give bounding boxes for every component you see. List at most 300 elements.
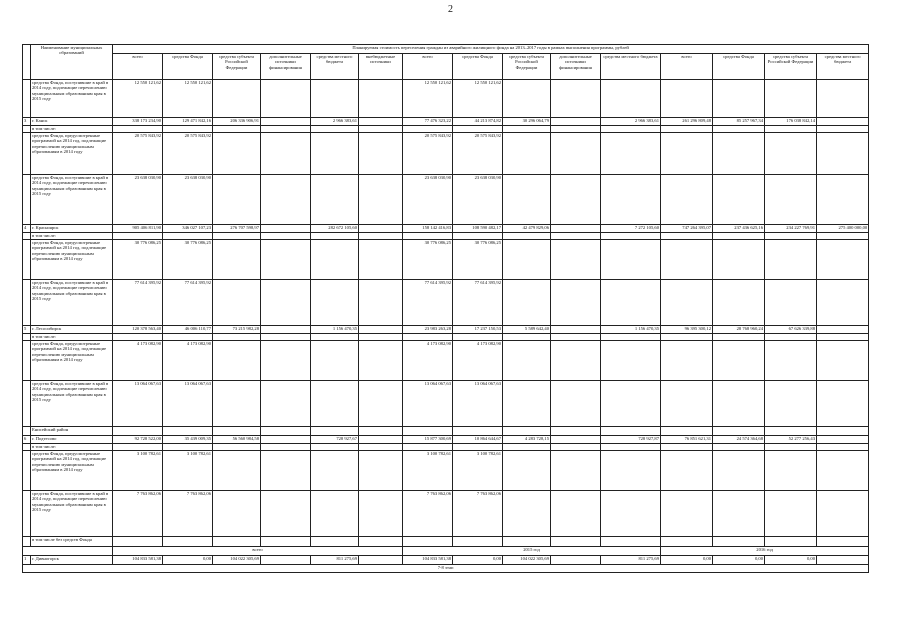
value-cell: 30 776 086,25 xyxy=(453,240,503,280)
value-cell xyxy=(713,233,765,240)
row-label-cell: средства Фонда, поступившие в край в 2014 году, подлежащие перечислению муниципальным образованиям края в 2015 году xyxy=(31,80,113,118)
value-cell xyxy=(503,341,551,381)
row-number-cell xyxy=(23,233,31,240)
value-cell xyxy=(213,381,261,427)
value-cell xyxy=(359,381,403,427)
value-cell xyxy=(113,537,163,547)
value-cell xyxy=(453,444,503,451)
row-label-cell: средства Фонда, предусмотренные программой на 2014 год, подлежащие перечислению муниципальным образованиям в 2014 году xyxy=(31,341,113,381)
value-cell xyxy=(661,133,713,175)
value-cell xyxy=(551,491,601,537)
value-cell xyxy=(765,240,817,280)
row-number-cell: 6 xyxy=(23,436,31,444)
value-cell: 728 927,87 xyxy=(601,436,661,444)
value-cell xyxy=(311,280,359,326)
value-cell: 7 763 862,06 xyxy=(453,491,503,537)
value-cell xyxy=(311,537,359,547)
row-number-cell xyxy=(23,341,31,381)
value-cell xyxy=(551,240,601,280)
value-cell xyxy=(661,451,713,491)
value-cell xyxy=(713,444,765,451)
value-cell xyxy=(817,334,869,341)
row-number-cell xyxy=(23,80,31,118)
value-cell xyxy=(403,537,453,547)
value-cell: 23 638 030,90 xyxy=(453,175,503,225)
value-cell xyxy=(551,80,601,118)
table-row xyxy=(23,126,869,133)
value-cell xyxy=(213,537,261,547)
row-label-cell: средства Фонда, поступившие в край в 2014 году, подлежащие перечислению муниципальным образованиям края в 2015 году xyxy=(31,280,113,326)
value-cell xyxy=(359,436,403,444)
value-cell xyxy=(661,80,713,118)
value-cell xyxy=(713,126,765,133)
value-cell: 46 006 110,77 xyxy=(163,326,213,334)
value-cell xyxy=(765,80,817,118)
table-row xyxy=(23,225,869,233)
row-label-cell: г. Дивногорск xyxy=(31,556,113,565)
value-cell: 23 638 030,90 xyxy=(163,175,213,225)
value-cell xyxy=(661,280,713,326)
value-cell: 20 575 843,92 xyxy=(403,133,453,175)
value-cell: 7 763 862,06 xyxy=(113,491,163,537)
value-cell xyxy=(551,126,601,133)
column-header: средства местного бюджета xyxy=(817,54,869,80)
year-header-row xyxy=(23,547,869,556)
table-row xyxy=(23,118,869,126)
value-cell: 237 436 625,16 xyxy=(713,225,765,233)
page-number: 2 xyxy=(448,4,453,15)
value-cell xyxy=(261,537,311,547)
name-header: Наименование муниципальных образований xyxy=(31,45,113,80)
table-row xyxy=(23,491,869,537)
value-cell xyxy=(765,444,817,451)
value-cell xyxy=(311,175,359,225)
value-cell xyxy=(817,427,869,436)
table-row xyxy=(23,537,869,547)
value-cell xyxy=(503,280,551,326)
value-cell xyxy=(403,334,453,341)
value-cell xyxy=(817,451,869,491)
table-row xyxy=(23,381,869,427)
row-label-cell: в том числе: xyxy=(31,334,113,341)
value-cell: 44 213 874,82 xyxy=(453,118,503,126)
value-cell xyxy=(713,537,765,547)
value-cell: 282 672 105,60 xyxy=(311,225,359,233)
table-row xyxy=(23,280,869,326)
row-label-cell: в том числе без средств Фонда xyxy=(31,537,113,547)
value-cell xyxy=(261,444,311,451)
value-cell xyxy=(601,381,661,427)
row-number-cell: 4 xyxy=(23,225,31,233)
value-cell: 261 296 809,48 xyxy=(661,118,713,126)
value-cell: 20 575 843,92 xyxy=(163,133,213,175)
value-cell xyxy=(765,233,817,240)
value-cell xyxy=(311,341,359,381)
value-cell xyxy=(261,381,311,427)
row-label-cell: г. Канск xyxy=(31,118,113,126)
value-cell: 13 064 067,63 xyxy=(163,381,213,427)
value-cell xyxy=(163,126,213,133)
value-cell xyxy=(359,80,403,118)
value-cell xyxy=(551,444,601,451)
value-cell xyxy=(503,381,551,427)
row-number-cell xyxy=(23,175,31,225)
row-number-cell: 1 xyxy=(23,556,31,565)
value-cell xyxy=(765,334,817,341)
value-cell xyxy=(503,240,551,280)
value-cell xyxy=(261,175,311,225)
column-header: средства субъекта Российской Федерации xyxy=(503,54,551,80)
value-cell xyxy=(817,80,869,118)
value-cell xyxy=(213,280,261,326)
value-cell xyxy=(601,175,661,225)
column-header: средства субъекта Российской Федерации xyxy=(213,54,261,80)
value-cell xyxy=(551,436,601,444)
value-cell xyxy=(359,334,403,341)
value-cell: 747 264 395,07 xyxy=(661,225,713,233)
value-cell xyxy=(661,341,713,381)
value-cell xyxy=(213,334,261,341)
value-cell xyxy=(213,491,261,537)
value-cell xyxy=(661,491,713,537)
value-cell xyxy=(311,381,359,427)
value-cell: 728 927,67 xyxy=(311,436,359,444)
value-cell xyxy=(311,451,359,491)
value-cell xyxy=(261,225,311,233)
table-row xyxy=(23,80,869,118)
value-cell: 811 275,69 xyxy=(311,556,359,565)
value-cell xyxy=(713,491,765,537)
value-cell xyxy=(503,537,551,547)
table-row xyxy=(23,341,869,381)
value-cell xyxy=(503,451,551,491)
row-label-cell: г. Подтесово xyxy=(31,436,113,444)
value-cell: 158 142 416,83 xyxy=(403,225,453,233)
value-cell: 52 277 256,43 xyxy=(765,436,817,444)
table-row xyxy=(23,240,869,280)
value-cell xyxy=(359,233,403,240)
value-cell xyxy=(551,537,601,547)
value-cell: 2 966 383,61 xyxy=(311,118,359,126)
value-cell: 76 851 621,31 xyxy=(661,436,713,444)
value-cell xyxy=(261,491,311,537)
value-cell xyxy=(113,126,163,133)
value-cell xyxy=(213,133,261,175)
column-header: всего xyxy=(661,54,713,80)
value-cell xyxy=(817,233,869,240)
value-cell: 4 173 082,90 xyxy=(163,341,213,381)
value-cell: 104 022 305,69 xyxy=(213,556,261,565)
value-cell: 1 156 470,35 xyxy=(311,326,359,334)
value-cell xyxy=(359,444,403,451)
value-cell: 4 173 082,90 xyxy=(403,341,453,381)
row-label-cell: средства Фонда, предусмотренные программой на 2014 год, подлежащие перечислению муниципальным образованиям в 2014 году xyxy=(31,240,113,280)
value-cell: 56 560 984,58 xyxy=(213,436,261,444)
table-row xyxy=(23,233,869,240)
row-label-cell: средства Фонда, предусмотренные программой на 2014 год, подлежащие перечислению муниципальным образованиям в 2014 году xyxy=(31,133,113,175)
value-cell xyxy=(261,233,311,240)
value-cell xyxy=(765,491,817,537)
value-cell xyxy=(453,537,503,547)
value-cell xyxy=(601,133,661,175)
value-cell: 811 275,69 xyxy=(601,556,661,565)
value-cell xyxy=(661,233,713,240)
value-cell xyxy=(551,233,601,240)
column-header: средства Фонда xyxy=(713,54,765,80)
value-cell: 24 574 364,68 xyxy=(713,436,765,444)
value-cell xyxy=(661,126,713,133)
value-cell xyxy=(503,491,551,537)
value-cell xyxy=(213,444,261,451)
value-cell: 2 966 383,61 xyxy=(601,118,661,126)
value-cell xyxy=(601,444,661,451)
year-label-cell: всего xyxy=(113,547,403,556)
value-cell xyxy=(601,233,661,240)
value-cell xyxy=(503,80,551,118)
value-cell xyxy=(661,381,713,427)
value-cell xyxy=(713,175,765,225)
value-cell xyxy=(403,126,453,133)
value-cell xyxy=(601,280,661,326)
value-cell: 4 173 082,90 xyxy=(453,341,503,381)
value-cell xyxy=(713,133,765,175)
value-cell xyxy=(261,240,311,280)
column-header: всего xyxy=(113,54,163,80)
value-cell: 13 064 067,63 xyxy=(403,381,453,427)
value-cell xyxy=(261,126,311,133)
value-cell xyxy=(817,126,869,133)
value-cell xyxy=(817,436,869,444)
value-cell: 12 550 121,62 xyxy=(453,80,503,118)
value-cell: 20 575 843,92 xyxy=(113,133,163,175)
value-cell: 67 626 339,88 xyxy=(765,326,817,334)
table-row xyxy=(23,175,869,225)
value-cell xyxy=(311,491,359,537)
group-header: Планируемая стоимость переселения граждан из аварийного жилищного фонда на 2013–2017 годы в рамках выполнения программы, рублей xyxy=(113,45,869,54)
value-cell xyxy=(765,175,817,225)
value-cell xyxy=(713,341,765,381)
table-row xyxy=(23,334,869,341)
table-row xyxy=(23,556,869,565)
row-number-cell xyxy=(23,537,31,547)
value-cell: 7 272 105,60 xyxy=(601,225,661,233)
table-row xyxy=(23,451,869,491)
value-cell xyxy=(311,334,359,341)
value-cell xyxy=(817,133,869,175)
column-header: средства местного бюджета xyxy=(311,54,359,80)
value-cell xyxy=(817,240,869,280)
value-cell xyxy=(261,80,311,118)
value-cell xyxy=(311,240,359,280)
value-cell: 104 022 305,69 xyxy=(503,556,551,565)
value-cell: 12 550 121,62 xyxy=(113,80,163,118)
value-cell xyxy=(163,537,213,547)
row-label-cell: средства Фонда, поступившие в край в 2014 году, подлежащие перечислению муниципальным образованиям края в 2015 году xyxy=(31,491,113,537)
value-cell xyxy=(601,240,661,280)
value-cell xyxy=(213,80,261,118)
value-cell xyxy=(213,126,261,133)
value-cell: 77 476 323,22 xyxy=(403,118,453,126)
row-label-cell: Енисейский район xyxy=(31,427,113,436)
value-cell: 77 614 395,92 xyxy=(453,280,503,326)
value-cell xyxy=(503,427,551,436)
value-cell xyxy=(359,451,403,491)
year-label-cell xyxy=(23,547,113,556)
value-cell: 15 877 300,69 xyxy=(403,436,453,444)
value-cell xyxy=(551,326,601,334)
row-number-cell xyxy=(23,451,31,491)
value-cell: 120 378 563,40 xyxy=(113,326,163,334)
row-number-cell: 3 xyxy=(23,118,31,126)
value-cell xyxy=(551,334,601,341)
value-cell: 13 064 067,63 xyxy=(113,381,163,427)
value-cell: 104 833 581,38 xyxy=(113,556,163,565)
row-label-cell: г. Красноярск xyxy=(31,225,113,233)
value-cell xyxy=(551,175,601,225)
value-cell: 0,00 xyxy=(661,556,713,565)
value-cell: 3 100 782,61 xyxy=(163,451,213,491)
value-cell xyxy=(359,556,403,565)
value-cell: 0,00 xyxy=(453,556,503,565)
value-cell xyxy=(453,427,503,436)
value-cell xyxy=(213,175,261,225)
value-cell xyxy=(713,240,765,280)
value-cell xyxy=(261,133,311,175)
value-cell xyxy=(713,381,765,427)
value-cell xyxy=(453,334,503,341)
value-cell xyxy=(311,444,359,451)
value-cell xyxy=(113,427,163,436)
row-label-cell: г. Лесосибирск xyxy=(31,326,113,334)
value-cell xyxy=(551,133,601,175)
column-header: средства Фонда xyxy=(453,54,503,80)
value-cell: 3 100 782,61 xyxy=(403,451,453,491)
value-cell xyxy=(765,126,817,133)
value-cell xyxy=(551,118,601,126)
value-cell: 275 400 000,00 xyxy=(817,225,869,233)
value-cell xyxy=(601,491,661,537)
value-cell xyxy=(453,126,503,133)
row-number-cell xyxy=(23,427,31,436)
stage-row xyxy=(23,565,869,573)
value-cell xyxy=(503,133,551,175)
value-cell xyxy=(261,326,311,334)
row-number-cell xyxy=(23,280,31,326)
value-cell xyxy=(817,556,869,565)
value-cell xyxy=(359,491,403,537)
table-row xyxy=(23,436,869,444)
value-cell xyxy=(817,280,869,326)
value-cell xyxy=(817,175,869,225)
value-cell xyxy=(261,118,311,126)
column-header: дополнительные источники финансирования xyxy=(261,54,311,80)
value-cell xyxy=(551,451,601,491)
value-cell: 905 406 811,90 xyxy=(113,225,163,233)
value-cell xyxy=(551,341,601,381)
value-cell xyxy=(713,80,765,118)
row-number-cell xyxy=(23,126,31,133)
value-cell: 1 156 470,35 xyxy=(601,326,661,334)
value-cell xyxy=(403,444,453,451)
value-cell xyxy=(113,233,163,240)
value-cell xyxy=(261,341,311,381)
value-cell xyxy=(359,133,403,175)
value-cell xyxy=(601,80,661,118)
value-cell xyxy=(503,175,551,225)
value-cell xyxy=(601,537,661,547)
value-cell: 73 215 982,28 xyxy=(213,326,261,334)
value-cell: 0,00 xyxy=(765,556,817,565)
value-cell xyxy=(765,427,817,436)
value-cell xyxy=(403,233,453,240)
column-header: всего xyxy=(403,54,453,80)
value-cell: 77 614 395,92 xyxy=(403,280,453,326)
value-cell xyxy=(163,233,213,240)
value-cell xyxy=(713,334,765,341)
year-label-cell: 2015 год xyxy=(403,547,661,556)
value-cell xyxy=(661,444,713,451)
value-cell xyxy=(261,556,311,565)
header-row-2 xyxy=(23,54,869,80)
value-cell: 23 983 263,28 xyxy=(403,326,453,334)
table-row xyxy=(23,326,869,334)
value-cell: 108 590 482,17 xyxy=(453,225,503,233)
value-cell xyxy=(601,126,661,133)
value-cell: 30 776 086,25 xyxy=(163,240,213,280)
value-cell xyxy=(311,80,359,118)
value-cell xyxy=(311,233,359,240)
value-cell xyxy=(503,233,551,240)
value-cell xyxy=(359,118,403,126)
value-cell: 0,00 xyxy=(713,556,765,565)
value-cell xyxy=(163,427,213,436)
column-header: средства Фонда xyxy=(163,54,213,80)
row-number-cell xyxy=(23,444,31,451)
row-number-cell: 5 xyxy=(23,326,31,334)
value-cell xyxy=(765,451,817,491)
value-cell xyxy=(601,334,661,341)
value-cell xyxy=(359,175,403,225)
value-cell xyxy=(261,427,311,436)
value-cell: 77 614 395,92 xyxy=(163,280,213,326)
value-cell xyxy=(601,427,661,436)
value-cell: 30 776 086,25 xyxy=(113,240,163,280)
number-header xyxy=(23,45,31,80)
value-cell xyxy=(817,341,869,381)
value-cell: 338 173 234,90 xyxy=(113,118,163,126)
row-number-cell xyxy=(23,491,31,537)
value-cell xyxy=(817,118,869,126)
housing-program-table xyxy=(22,44,869,573)
value-cell xyxy=(359,326,403,334)
value-cell xyxy=(713,280,765,326)
value-cell xyxy=(261,280,311,326)
value-cell: 104 833 581,38 xyxy=(403,556,453,565)
value-cell: 77 614 395,92 xyxy=(113,280,163,326)
value-cell: 28 768 960,24 xyxy=(713,326,765,334)
row-label-cell: в том числе: xyxy=(31,233,113,240)
value-cell xyxy=(359,280,403,326)
row-number-cell xyxy=(23,240,31,280)
value-cell xyxy=(311,133,359,175)
value-cell: 42 479 829,06 xyxy=(503,225,551,233)
value-cell xyxy=(503,334,551,341)
table-row xyxy=(23,444,869,451)
value-cell xyxy=(661,334,713,341)
value-cell xyxy=(661,240,713,280)
value-cell: 17 237 150,53 xyxy=(453,326,503,334)
row-label-cell: в том числе: xyxy=(31,126,113,133)
